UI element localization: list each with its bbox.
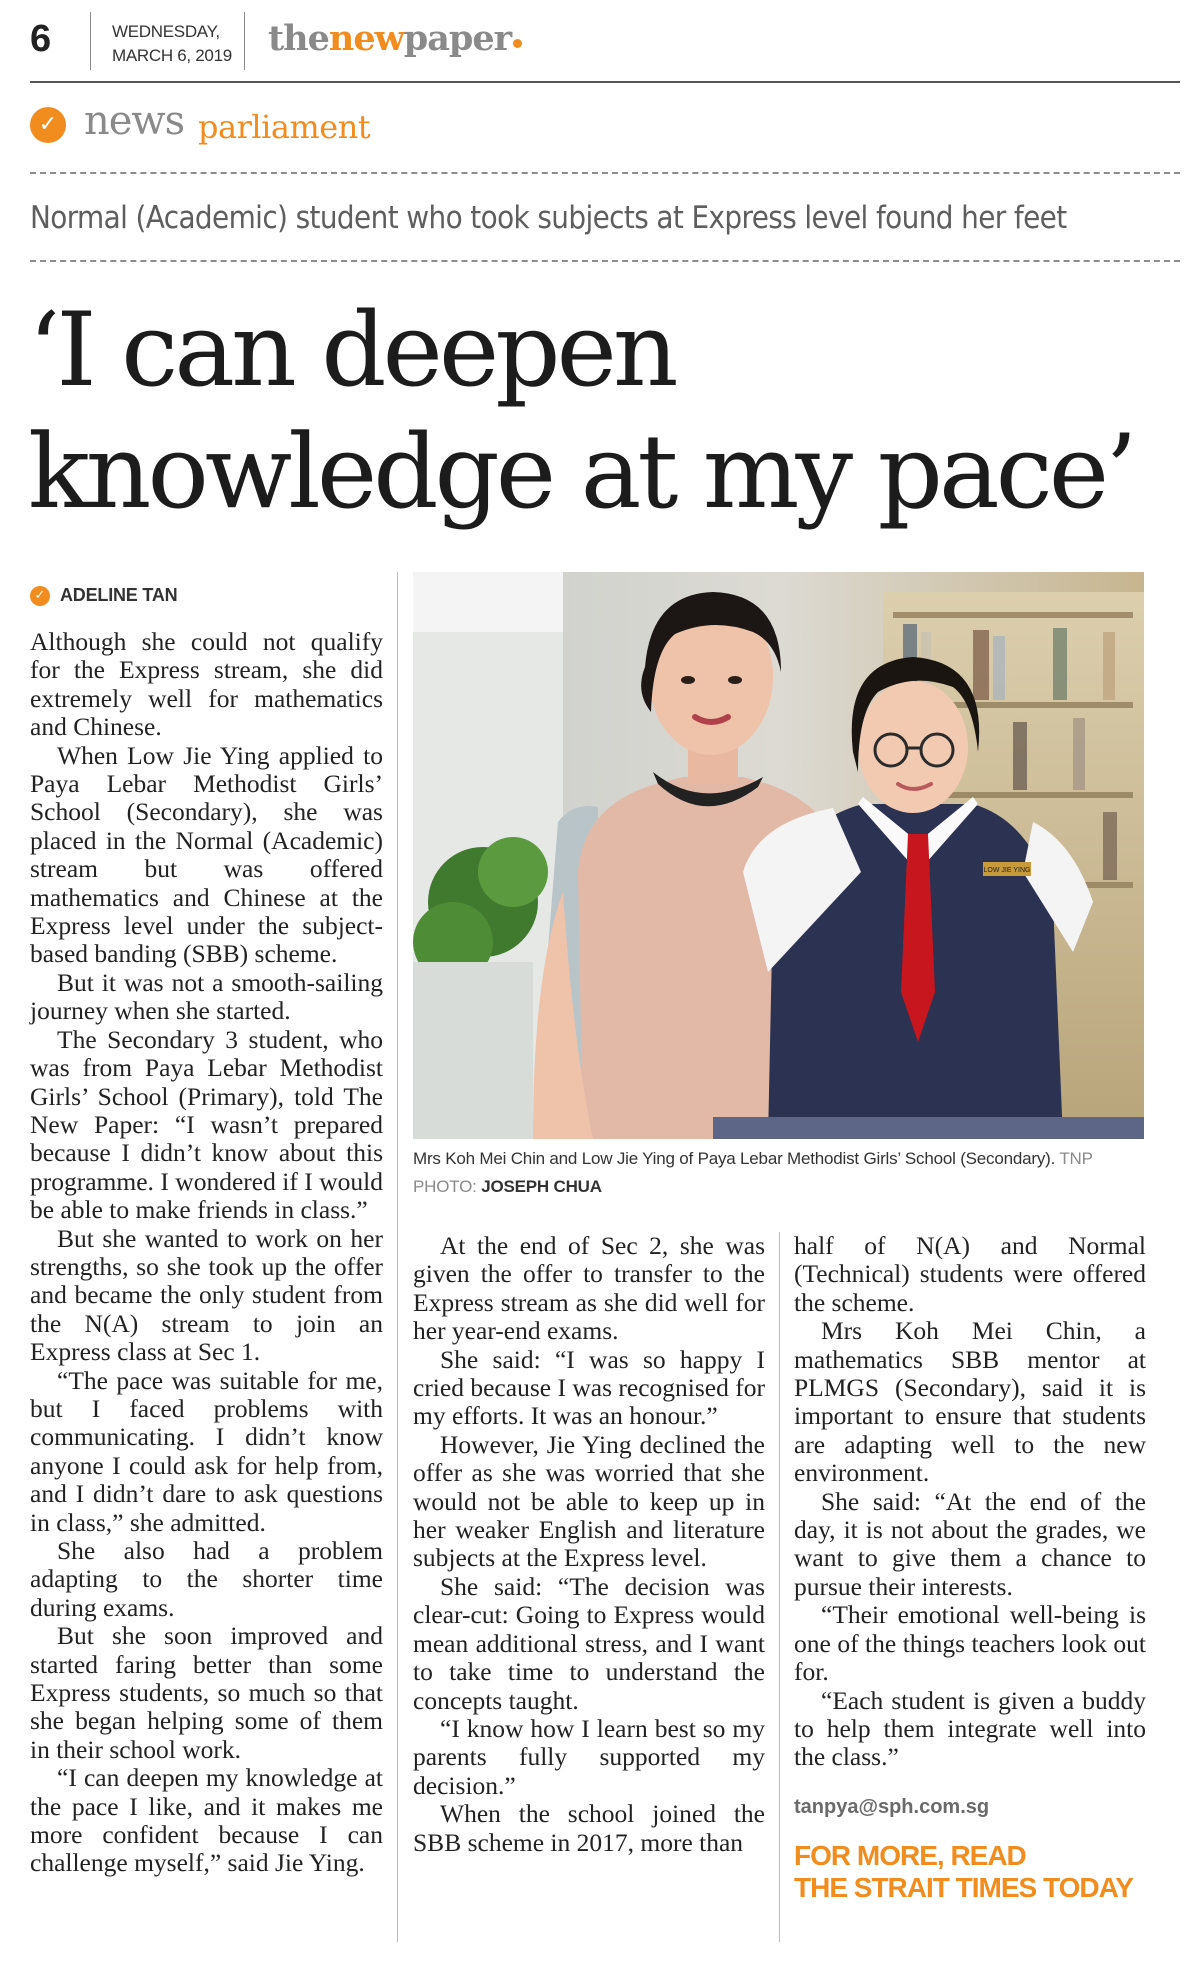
paragraph: “Their emotional well-being is one of the things teachers look out for. bbox=[794, 1600, 1146, 1687]
brand-dot-icon bbox=[513, 39, 522, 48]
article-column-3 bbox=[794, 1232, 1146, 1772]
kicker: Normal (Academic) student who took subjects at Express level found her feet bbox=[30, 200, 1067, 236]
article-column-2 bbox=[413, 1232, 765, 1857]
paragraph: “Each student is given a buddy to help them integrate well into the class.” bbox=[794, 1685, 1146, 1772]
photo-illustration bbox=[413, 572, 1144, 1139]
issue-day: WEDNESDAY, bbox=[112, 22, 220, 41]
author-name: ADELINE TAN bbox=[60, 585, 178, 605]
column-rule bbox=[397, 572, 398, 1942]
paragraph: She said: “The decision was clear-cut: Going to Express would mean additional stress, and I want to take time to understand the concepts taught. bbox=[413, 1571, 765, 1715]
page-number: 6 bbox=[30, 18, 52, 60]
paragraph: half of N(A) and Normal (Technical) students were offered the scheme. bbox=[794, 1231, 1146, 1317]
article-column-1 bbox=[30, 628, 383, 1878]
column-rule bbox=[779, 1232, 780, 1942]
issue-date bbox=[112, 20, 232, 68]
paragraph: At the end of Sec 2, she was given the offer to transfer to the Express stream as she did well for her year-end exams. bbox=[413, 1231, 765, 1346]
caption-text: Mrs Koh Mei Chin and Low Jie Ying of Paya Lebar Methodist Girls’ School (Secondary). bbox=[413, 1149, 1056, 1168]
promo-callout bbox=[794, 1840, 1133, 1904]
brand-the: the bbox=[268, 18, 329, 59]
section-subname: parliament bbox=[198, 108, 371, 146]
kicker-divider bbox=[30, 260, 1180, 262]
photo-credit-prefix: TNP PHOTO: bbox=[413, 1149, 1093, 1196]
paragraph: She said: “I was so happy I cried because I was recognised for my efforts. It was an honour.” bbox=[413, 1344, 765, 1431]
section-divider bbox=[30, 172, 1180, 174]
brand-logo bbox=[268, 18, 522, 59]
byline-check-icon: ✓ bbox=[30, 586, 50, 606]
masthead-rule bbox=[30, 81, 1180, 83]
paragraph: “I can deepen my knowledge at the pace I like, and it makes me more confident because I can challenge myself,” said Jie Ying. bbox=[30, 1763, 383, 1878]
promo-line-2: THE STRAIT TIMES TODAY bbox=[794, 1872, 1133, 1903]
headline-line-1: ‘I can deepen bbox=[28, 291, 675, 410]
section-name: news bbox=[84, 98, 185, 144]
paragraph: When the school joined the SBB scheme in 2017, more than bbox=[413, 1799, 765, 1857]
brand-paper: paper bbox=[403, 18, 512, 59]
paragraph: She also had a problem adapting to the shorter time during exams. bbox=[30, 1536, 383, 1622]
masthead-divider bbox=[244, 12, 245, 70]
paragraph: “The pace was suitable for me, but I faced problems with communicating. I didn’t know anyone I could ask for help from, and I didn’t dare to ask questions in class,” she admitted. bbox=[30, 1365, 383, 1537]
paragraph: When Low Jie Ying applied to Paya Lebar Methodist Girls’ School (Secondary), she was placed in the Normal (Academic) stream but was offered mathematics and Chinese at the Express level under the subject-based banding (SBB) scheme. bbox=[30, 740, 383, 969]
paragraph: But she wanted to work on her strengths, so she took up the offer and became the only student from the N(A) stream to join an Express class at Sec 1. bbox=[30, 1223, 383, 1367]
issue-date-text: MARCH 6, 2019 bbox=[112, 46, 232, 65]
article-photo bbox=[413, 572, 1144, 1139]
paragraph: She said: “At the end of the day, it is not about the grades, we want to give them a chance to pursue their interests. bbox=[794, 1486, 1146, 1601]
photo-name-tag: LOW JIE YING bbox=[983, 867, 1031, 874]
photo-caption bbox=[413, 1145, 1148, 1201]
paragraph: But it was not a smooth-sailing journey when she started. bbox=[30, 967, 383, 1026]
paragraph: Although she could not qualify for the Express stream, she did extremely well for mathematics and Chinese. bbox=[30, 627, 383, 742]
paragraph: But she soon improved and started faring better than some Express students, so much so that she began helping some of them in their school work. bbox=[30, 1621, 383, 1764]
checkmark-icon: ✓ bbox=[30, 107, 66, 143]
headline-line-2: knowledge at my pace’ bbox=[28, 413, 1134, 532]
promo-line-1: FOR MORE, READ bbox=[794, 1840, 1026, 1871]
paragraph: The Secondary 3 student, who was from Paya Lebar Methodist Girls’ School (Primary), told The New Paper: “I wasn’t prepared because I didn’t know about this programme. I wondered if I would be able to make friends in class.” bbox=[30, 1024, 383, 1225]
masthead-divider bbox=[90, 12, 91, 70]
paragraph: Mrs Koh Mei Chin, a mathematics SBB mentor at PLMGS (Secondary), said it is important to ensure that students are adapting well to the new environment. bbox=[794, 1316, 1146, 1488]
paragraph: However, Jie Ying declined the offer as she was worried that she would not be able to keep up in her weaker English and literature subjects at the Express level. bbox=[413, 1429, 765, 1573]
headline bbox=[28, 290, 1168, 534]
paragraph: “I know how I learn best so my parents fully supported my decision.” bbox=[413, 1713, 765, 1800]
brand-new: new bbox=[328, 18, 404, 59]
contact-email[interactable]: tanpya@sph.com.sg bbox=[794, 1796, 990, 1818]
photographer-name: JOSEPH CHUA bbox=[481, 1177, 602, 1196]
